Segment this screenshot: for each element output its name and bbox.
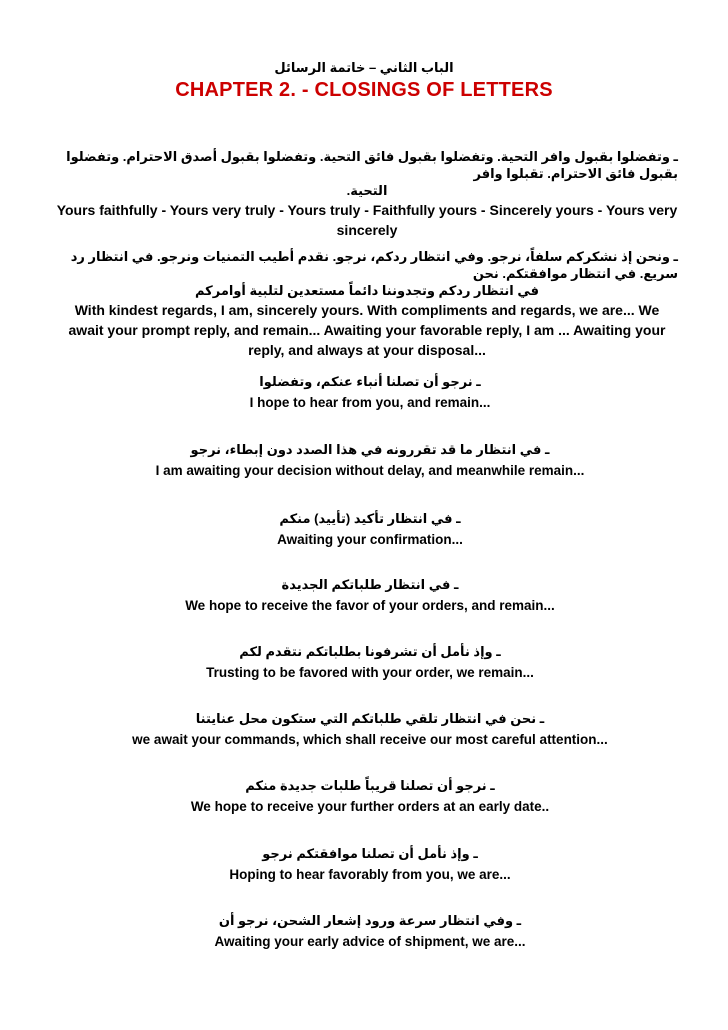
english-phrase: we await your commands, which shall receive our most careful attention... [132, 732, 608, 747]
closing-entry [50, 643, 690, 682]
arabic-phrase: ـ في انتظار ما قد تقررونه في هذا الصدد دون إبطاء، نرجو [190, 442, 550, 457]
closing-entry [50, 373, 690, 412]
arabic-phrase: ـ نرجو أن تصلنا أنباء عنكم، وتفضلوا [259, 374, 481, 389]
arabic-phrase: ـ نحن في انتظار تلقي طلباتكم التي ستكون محل عنايتنا [195, 711, 545, 726]
arabic-phrase: ـ وفي انتظار سرعة ورود إشعار الشحن، نرجو أن [218, 913, 522, 928]
arabic-phrase-continuation: في انتظار ردكم وتجدوننا دائماً مستعدين لتلبية أوامركم [194, 283, 539, 298]
closing-entry [50, 912, 690, 951]
arabic-phrase: ـ في انتظار تأكيد (تأييد) منكم [279, 511, 461, 526]
closing-entry [56, 248, 678, 360]
closing-entry [56, 148, 678, 240]
closing-entry [50, 845, 690, 884]
arabic-phrase: ـ في انتظار طلباتكم الجديدة [281, 577, 459, 592]
english-phrase: Hoping to hear favorably from you, we are... [229, 867, 511, 882]
closing-entry [50, 710, 690, 749]
english-phrase: We hope to receive your further orders at an early date.. [190, 799, 550, 814]
arabic-phrase: ـ نرجو أن تصلنا قريباً طلبات جديدة منكم [245, 778, 495, 793]
arabic-phrase-continuation: التحية. [346, 183, 388, 198]
english-phrase: Awaiting your early advice of shipment, we are... [214, 934, 526, 949]
closing-entry [50, 576, 690, 615]
english-phrase: Yours faithfully - Yours very truly - Yours truly - Faithfully yours - Sincerely yours - Yours very sincerely [56, 202, 678, 238]
english-phrase: I am awaiting your decision without delay, and meanwhile remain... [155, 463, 585, 478]
closing-entry [50, 777, 690, 816]
chapter-title: CHAPTER 2. - CLOSINGS OF LETTERS [175, 79, 553, 101]
english-phrase: Awaiting your confirmation... [277, 532, 463, 547]
arabic-phrase: ـ وتفضلوا بقبول وافر التحية. وتفضلوا بقبول فائق التحية. وتفضلوا بقبول أصدق الاحترام. وتفضلوا بقبول فائق الاحترام. تقبلوا وافر [66, 149, 678, 181]
closing-entry [50, 441, 690, 480]
arabic-phrase: ـ وإذ نأمل أن تشرفونا بطلباتكم نتقدم لكم [239, 644, 501, 659]
english-phrase: I hope to hear from you, and remain... [249, 395, 491, 410]
english-phrase: Trusting to be favored with your order, we remain... [206, 665, 534, 680]
closing-entry [50, 510, 690, 549]
english-phrase: With kindest regards, I am, sincerely yours. With compliments and regards, we are... We await your prompt reply, and remain... Awaiting your favorable reply, I am ... Awaiting your reply, and always at your disposal... [68, 302, 666, 358]
arabic-chapter-heading: الباب الثاني – خاتمة الرسائل [274, 60, 454, 75]
arabic-phrase: ـ ونحن إذ نشكركم سلفاً، نرجو. وفي انتظار ردكم، نرجو. نقدم أطيب التمنيات ونرجو. في انتظار رد سريع. في انتظار موافقتكم. نحن [70, 249, 678, 281]
english-phrase: We hope to receive the favor of your orders, and remain... [185, 598, 555, 613]
arabic-phrase: ـ وإذ نأمل أن تصلنا موافقتكم نرجو [262, 846, 478, 861]
